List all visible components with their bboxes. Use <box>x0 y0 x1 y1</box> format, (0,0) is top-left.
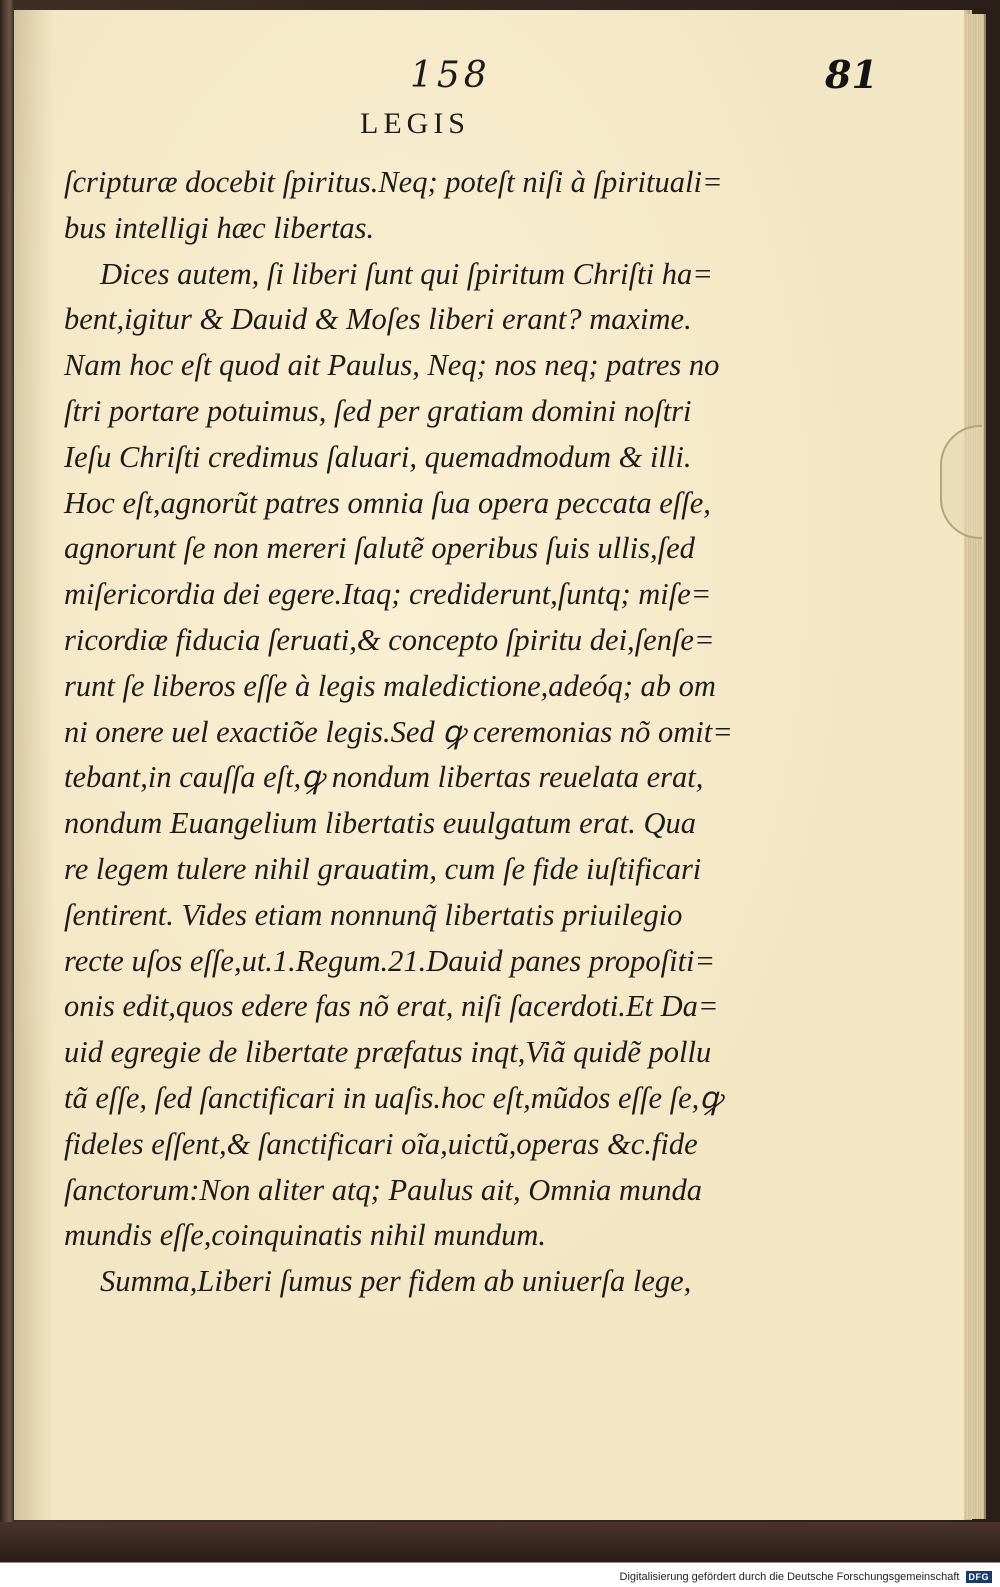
text-line: fideles eſſent,& ſanctificari oĩa,uictũ,operas &c.fide <box>64 1126 698 1161</box>
text-line: Hoc eſt,agnorũt patres omnia ſua opera peccata eſſe, <box>64 485 711 520</box>
text-line: ſcripturæ docebit ſpiritus.Neq; poteſt niſi à ſpirituali= <box>64 165 723 199</box>
text-line: ſtri portare potuimus, ſed per gratiam domini noſtri <box>64 393 692 428</box>
dfg-logo: DFG <box>966 1571 993 1583</box>
text-line: runt ſe liberos eſſe à legis maledictione,adeóq; ab om <box>64 668 716 703</box>
text-line: Nam hoc eſt quod ait Paulus, Neq; nos neq; patres no <box>64 348 720 383</box>
text-line: bus intelligi hæc libertas. <box>64 210 375 245</box>
page-tab-mark <box>940 425 982 539</box>
text-line: ni onere uel exactiõe legis.Sed ꝙ ceremonias nõ omit= <box>64 714 733 749</box>
text-line: Dices autem, ſi liberi ſunt qui ſpiritum Chriſti ha= <box>100 256 713 291</box>
text-line: nondum Euangelium libertatis euulgatum erat. Qua <box>64 806 696 841</box>
page-edges <box>964 14 986 1519</box>
text-line: recte uſos eſſe,ut.1.Regum.21.Dauid panes propoſiti= <box>64 943 716 978</box>
body-text <box>64 160 804 1305</box>
text-line: agnorunt ſe non mereri ſalutẽ operibus ſuis ullis,ſed <box>64 531 695 566</box>
text-line: re legem tulere nihil grauatim, cum ſe fide iuſtificari <box>64 851 702 886</box>
text-line: bent,igitur & Dauid & Moſes liberi erant? maxime. <box>64 302 692 337</box>
running-head: LEGIS <box>360 107 470 140</box>
text-line: ſentirent. Vides etiam nonnunq̃ libertatis priuilegio <box>64 897 683 932</box>
text-line: tebant,in cauſſa eſt,ꝙ nondum libertas reuelata erat, <box>64 760 704 795</box>
credit-text: Digitalisierung gefördert durch die Deutsche Forschungsgemeinschaft <box>619 1571 960 1583</box>
digitization-credit <box>620 1569 992 1585</box>
handwritten-page-note: 158 <box>410 55 491 96</box>
text-line: mundis eſſe,coinquinatis nihil mundum. <box>64 1218 547 1253</box>
text-line: ricordiæ fiducia ſeruati,& concepto ſpiritu dei,ſenſe= <box>64 622 715 657</box>
text-line: onis edit,quos edere fas nõ erat, niſi ſacerdoti.Et Da= <box>64 989 719 1024</box>
text-line: uid egregie de libertate præfatus inqt,Viã quidẽ pollu <box>64 1035 712 1070</box>
text-line: tã eſſe, ſed ſanctificari in uaſis.hoc eſt,mũdos eſſe ſe,ꝙ <box>64 1080 723 1115</box>
text-line: Ieſu Chriſti credimus ſaluari, quemadmodum & illi. <box>64 439 692 474</box>
text-line: ſanctorum:Non aliter atq; Paulus ait, Omnia munda <box>64 1172 702 1207</box>
folio-number: 81 <box>825 52 878 97</box>
text-line: Summa,Liberi ſumus per fidem ab uniuerſa lege, <box>100 1264 692 1299</box>
text-line: miſericordia dei egere.Itaq; crediderunt,ſuntq; miſe= <box>64 577 712 612</box>
